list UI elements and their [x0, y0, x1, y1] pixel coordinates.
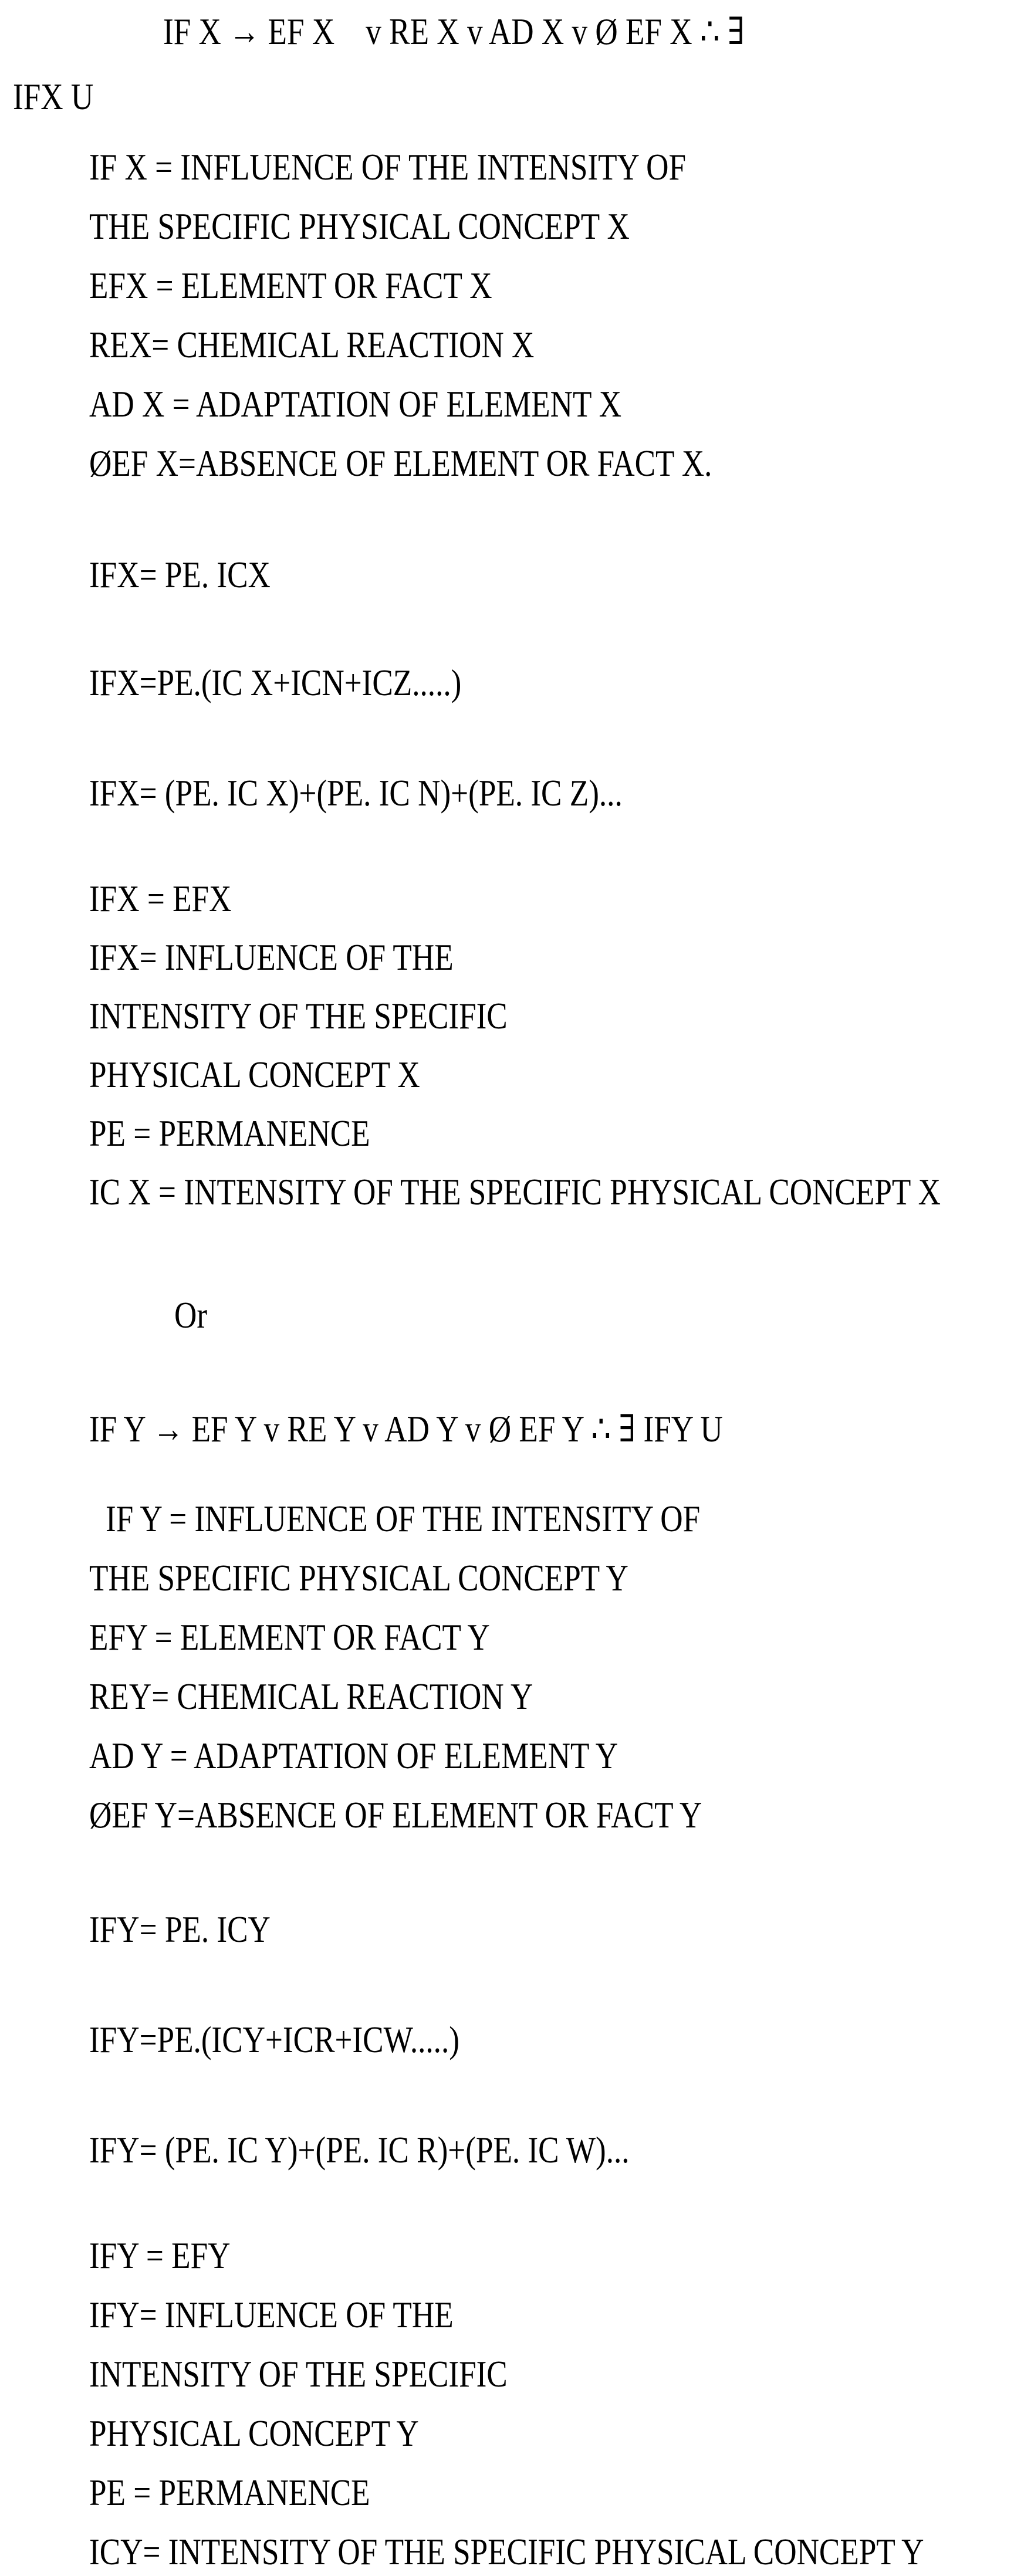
- identity-ify-line1: IFY= INFLUENCE OF THE: [89, 2294, 454, 2335]
- identity-ifx-line1: IFX= INFLUENCE OF THE: [89, 936, 454, 978]
- definition-pe-y: PE = PERMANENCE: [89, 2472, 370, 2513]
- equation-ify-sum: IFY=PE.(ICY+ICR+ICW.....): [89, 2019, 459, 2060]
- definition-rex: REX= CHEMICAL REACTION X: [89, 324, 535, 365]
- definition-ifx-line1: IF X = INFLUENCE OF THE INTENSITY OF: [89, 146, 687, 188]
- definition-pe-x: PE = PERMANENCE: [89, 1112, 370, 1154]
- identity-ifx-line3: PHYSICAL CONCEPT X: [89, 1054, 420, 1095]
- definition-icy: ICY= INTENSITY OF THE SPECIFIC PHYSICAL CONCEPT Y: [89, 2531, 924, 2572]
- definition-oef-y: ØEF Y=ABSENCE OF ELEMENT OR FACT Y: [89, 1794, 702, 1836]
- definition-ify-line2: THE SPECIFIC PHYSICAL CONCEPT Y: [89, 1557, 628, 1599]
- identity-ifx-line2: INTENSITY OF THE SPECIFIC: [89, 995, 508, 1037]
- definition-ify-line1: IF Y = INFLUENCE OF THE INTENSITY OF: [106, 1498, 701, 1539]
- equation-ifx-basic: IFX= PE. ICX: [89, 554, 271, 595]
- definition-oef-x: ØEF X=ABSENCE OF ELEMENT OR FACT X.: [89, 442, 712, 484]
- definition-efx: EFX = ELEMENT OR FACT X: [89, 265, 492, 306]
- definition-ifx-line2: THE SPECIFIC PHYSICAL CONCEPT X: [89, 205, 630, 247]
- definition-ady: AD Y = ADAPTATION OF ELEMENT Y: [89, 1735, 618, 1776]
- definition-efy: EFY = ELEMENT OR FACT Y: [89, 1616, 490, 1658]
- definition-icx: IC X = INTENSITY OF THE SPECIFIC PHYSICAL CONCEPT X: [89, 1171, 941, 1213]
- or-connector: Or: [174, 1294, 208, 1336]
- equation-ify-expanded: IFY= (PE. IC Y)+(PE. IC R)+(PE. IC W)...: [89, 2129, 630, 2171]
- definition-adx: AD X = ADAPTATION OF ELEMENT X: [89, 383, 622, 425]
- equation-ifx-sum: IFX=PE.(IC X+ICN+ICZ.....): [89, 662, 462, 703]
- formula-implication-x-carry: IFX U: [13, 76, 94, 117]
- identity-ifx-efx: IFX = EFX: [89, 878, 232, 919]
- identity-ify-efy: IFY = EFY: [89, 2235, 231, 2276]
- definition-rey: REY= CHEMICAL REACTION Y: [89, 1675, 533, 1717]
- identity-ify-line3: PHYSICAL CONCEPT Y: [89, 2412, 419, 2454]
- equation-ifx-expanded: IFX= (PE. IC X)+(PE. IC N)+(PE. IC Z)...: [89, 772, 623, 814]
- formula-implication-y: IF Y → EF Y v RE Y v AD Y v Ø EF Y ∴ ∃ IFY U: [89, 1408, 723, 1450]
- equation-ify-basic: IFY= PE. ICY: [89, 1908, 271, 1950]
- formula-implication-x: IF X → EF X v RE X v AD X v Ø EF X ∴ ∃: [163, 11, 745, 52]
- identity-ify-line2: INTENSITY OF THE SPECIFIC: [89, 2353, 508, 2395]
